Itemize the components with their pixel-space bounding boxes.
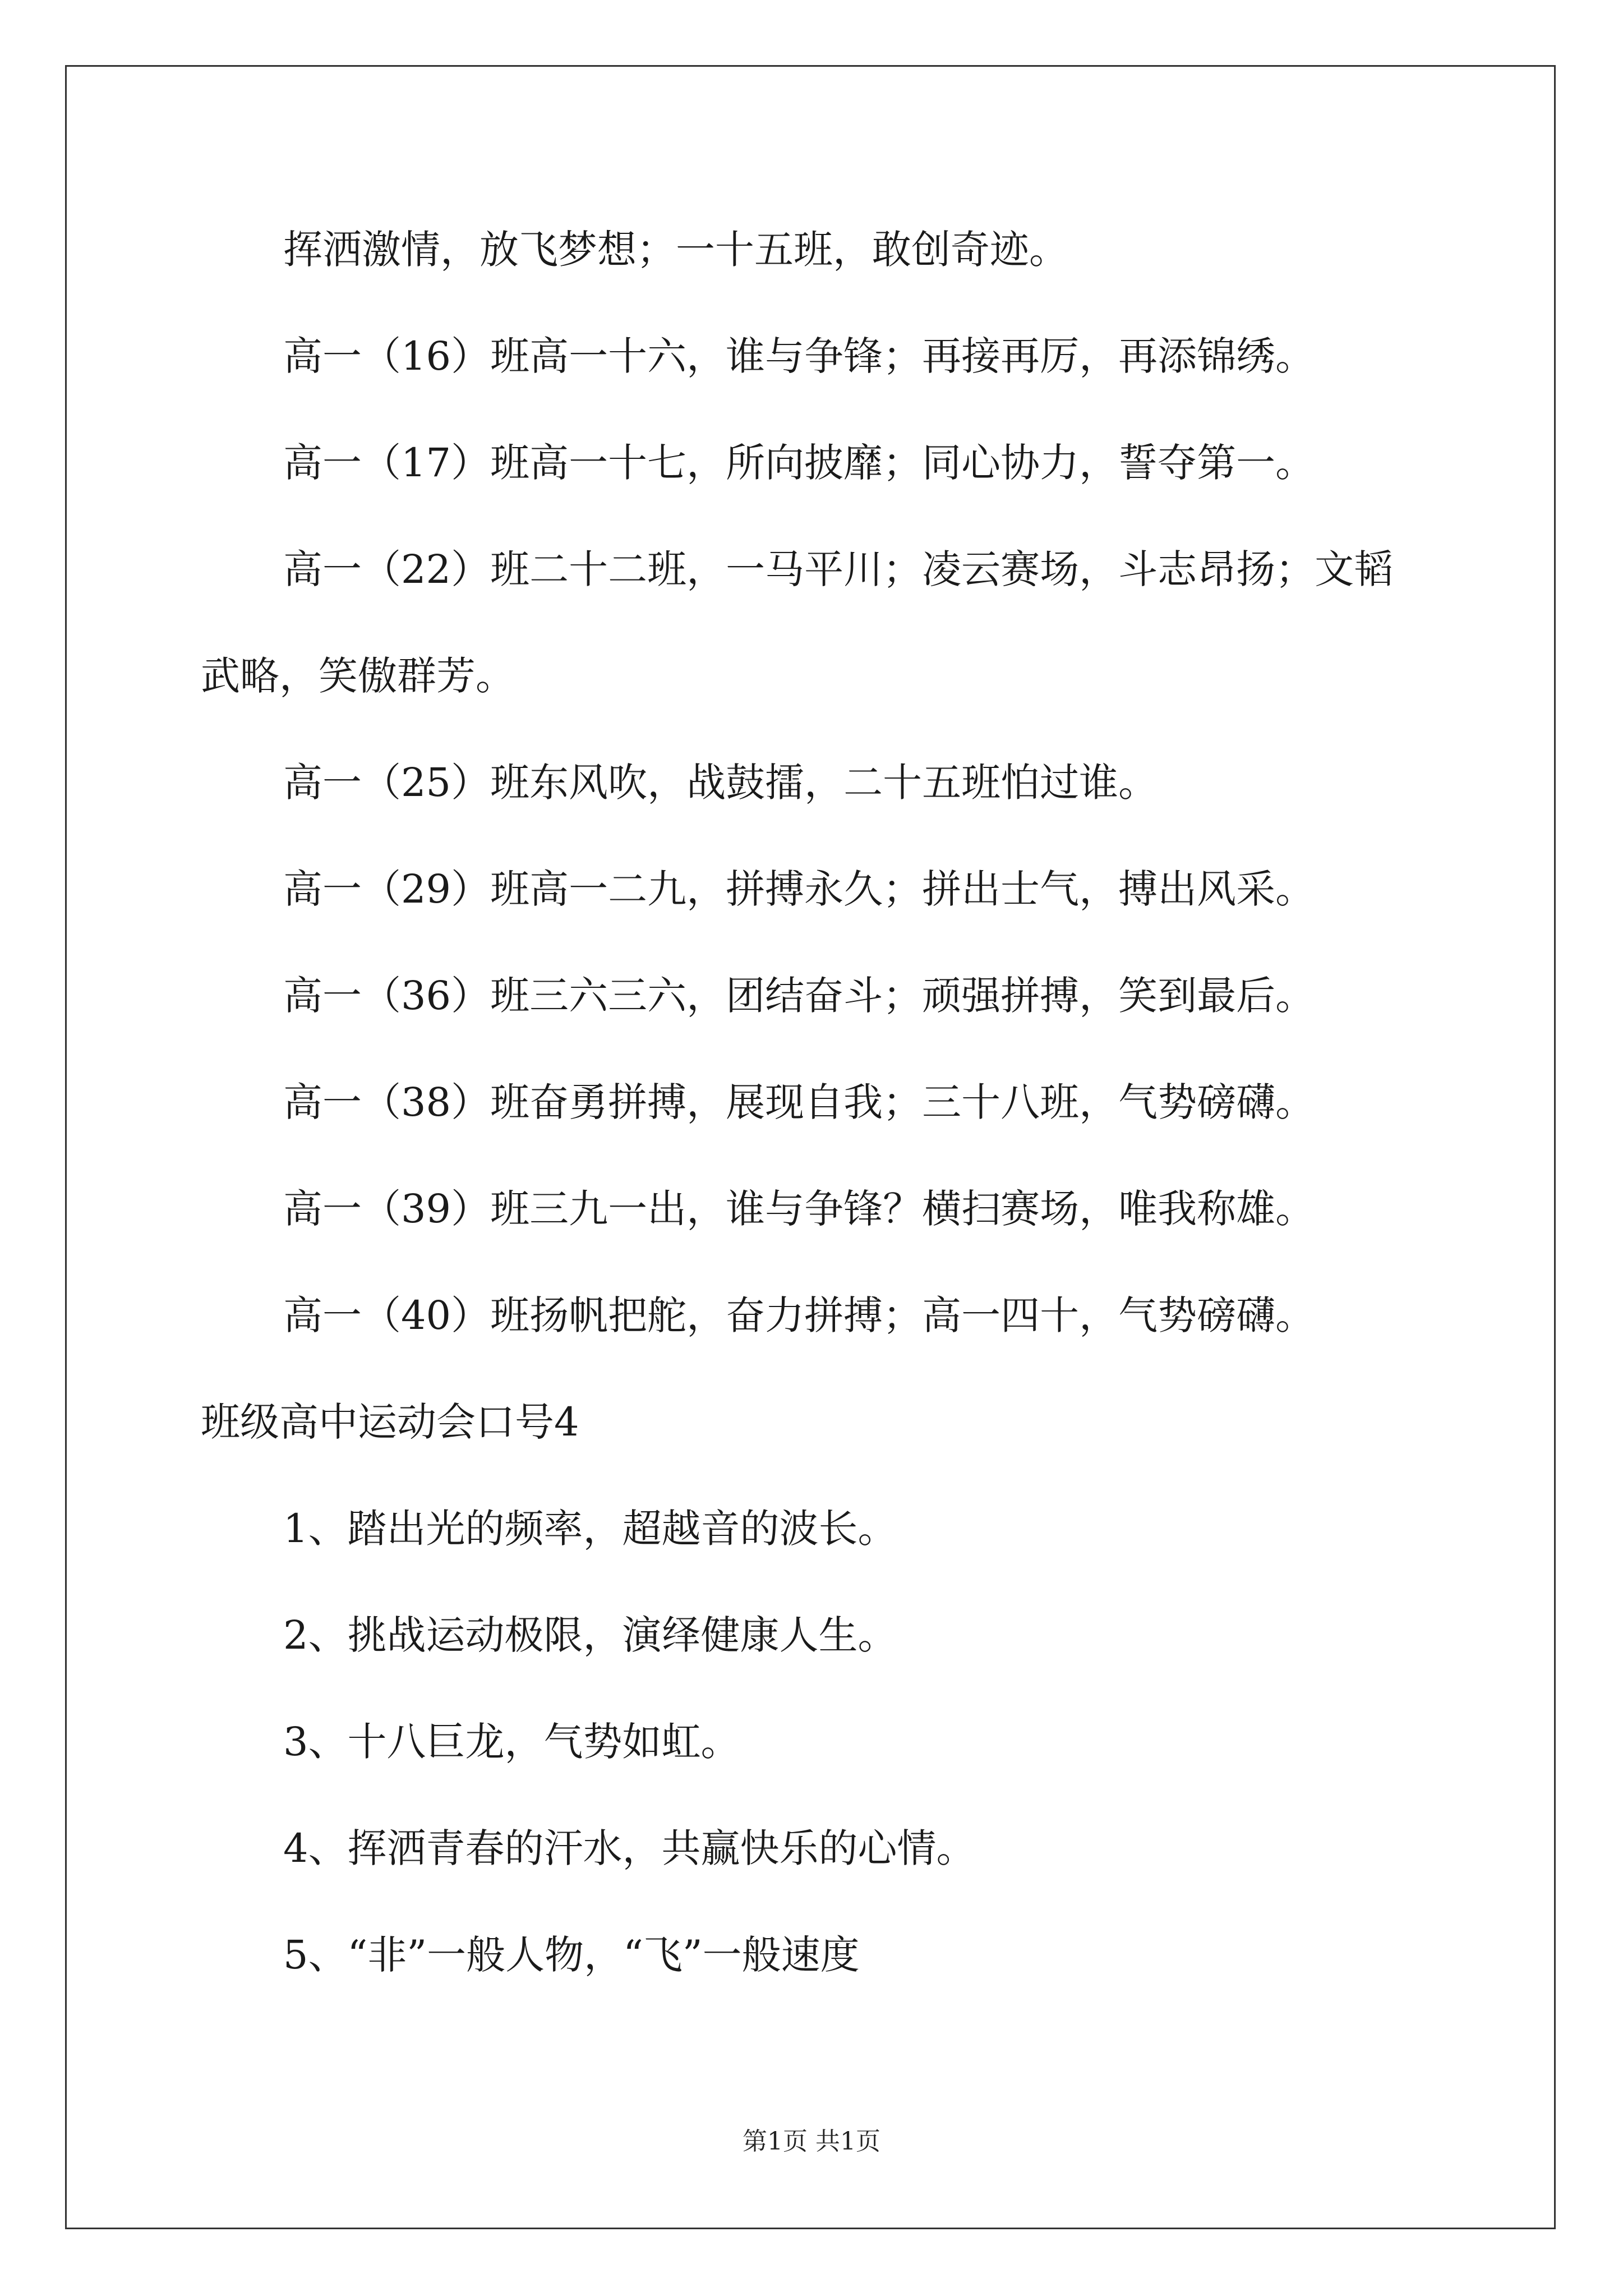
list-item: 1、踏出光的频率，超越音的波长。 <box>283 1506 897 1552</box>
list-item: 3、十八巨龙，气势如虹。 <box>283 1719 740 1765</box>
paragraph-line: 高一（36）班三六三六，团结奋斗；顽强拼搏，笑到最后。 <box>283 973 1315 1019</box>
paragraph-line: 武略，笑傲群芳。 <box>201 653 515 699</box>
section-heading: 班级高中运动会口号4 <box>201 1399 579 1445</box>
paragraph-line: 高一（29）班高一二九，拼搏永久；拼出士气，搏出风采。 <box>283 866 1315 912</box>
page-border <box>65 65 1556 2229</box>
list-item: 5、“非”一般人物，“飞”一般速度 <box>283 1932 860 1978</box>
paragraph-line: 高一（22）班二十二班，一马平川；凌云赛场，斗志昂扬；文韬 <box>283 546 1394 592</box>
list-item: 2、挑战运动极限，演绎健康人生。 <box>283 1612 897 1658</box>
paragraph-line: 高一（39）班三九一出，谁与争锋？横扫赛场，唯我称雄。 <box>283 1186 1315 1232</box>
paragraph-line: 高一（25）班东风吹，战鼓擂，二十五班怕过谁。 <box>283 760 1158 806</box>
paragraph-line: 挥洒激情，放飞梦想；一十五班，敢创奇迹。 <box>283 227 1068 273</box>
paragraph-line: 高一（16）班高一十六，谁与争锋；再接再厉，再添锦绣。 <box>283 333 1315 379</box>
paragraph-line: 高一（17）班高一十七，所向披靡；同心协力，誓夺第一。 <box>283 440 1315 486</box>
page-footer: 第1页 共1页 <box>743 2127 880 2156</box>
list-item: 4、挥洒青春的汗水，共赢快乐的心情。 <box>283 1825 976 1871</box>
paragraph-line: 高一（38）班奋勇拼搏，展现自我；三十八班，气势磅礴。 <box>283 1079 1315 1125</box>
paragraph-line: 高一（40）班扬帆把舵，奋力拼搏；高一四十，气势磅礴。 <box>283 1292 1315 1338</box>
